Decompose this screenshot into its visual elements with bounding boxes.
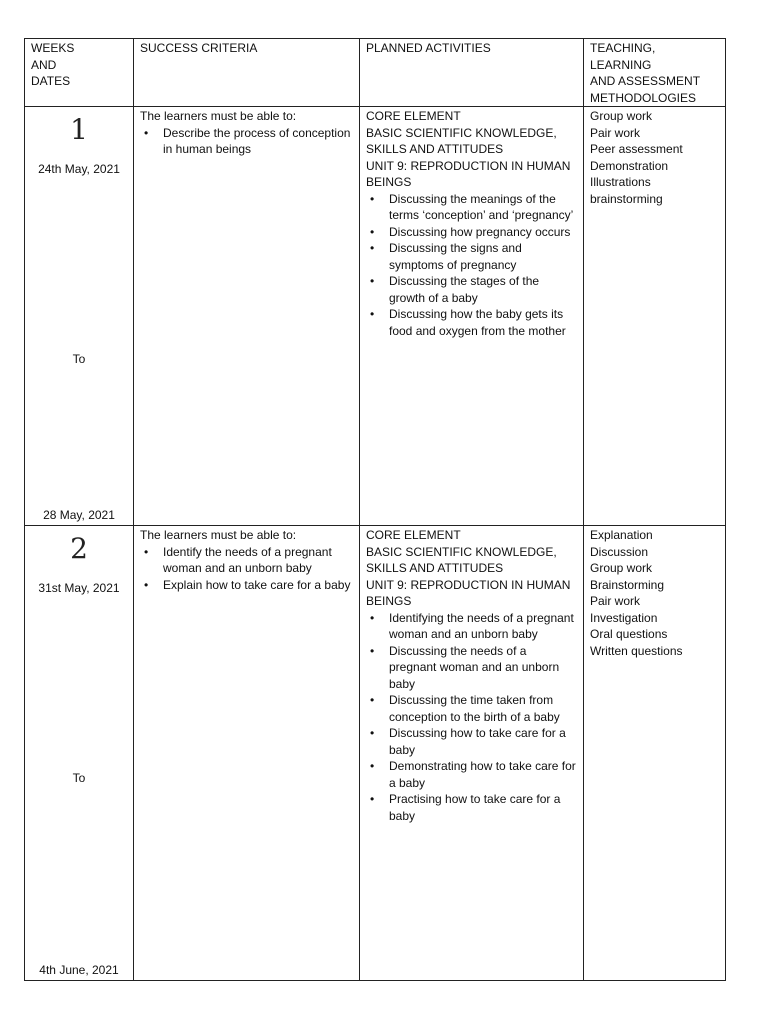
week-number: 2 [70,532,88,565]
activity-item: • Discussing how to take care for a baby [366,725,577,758]
header-dates-line: DATES [31,74,71,88]
planned-activities-cell [360,107,584,526]
header-weeks-line: WEEKS [31,41,75,55]
method-item: Group work [590,109,653,123]
activity-item: • Discussing how pregnancy occurs [366,224,577,241]
header-assessment-line: AND ASSESSMENT [590,74,701,88]
week-dates-cell [25,107,134,526]
header-teaching-line: TEACHING, LEARNING [590,41,656,72]
header-methodologies [584,39,726,107]
activities-list [366,610,577,825]
method-item: Pair work [590,594,641,608]
activity-item: • Discussing the signs and symptoms of pregnancy [366,240,577,273]
planned-activities-cell [360,526,584,981]
method-item: Demonstration [590,158,669,173]
method-item: Written questions [590,643,683,658]
week-row [25,107,726,526]
method-item: Pair work [590,125,641,140]
activity-item: • Demonstrating how to take care for a baby [366,758,577,791]
header-success-criteria: SUCCESS CRITERIA [134,39,360,107]
core-element-label: CORE ELEMENT [366,528,461,542]
method-item: Discussion [590,544,649,559]
week-to-label: To [72,771,86,785]
core-element-label: CORE ELEMENT [366,109,461,123]
week-number: 1 [70,113,88,146]
week-start-date: 24th May, 2021 [38,162,120,176]
method-item: brainstorming [590,191,663,206]
core-element-detail: BASIC SCIENTIFIC KNOWLEDGE, SKILLS AND ATTITUDES [366,544,557,575]
activity-item: • Identifying the needs of a pregnant woman and an unborn baby [366,610,577,643]
activities-list [366,191,577,340]
criteria-list [140,125,353,158]
week-dates-cell [25,526,134,981]
header-and-line: AND [31,57,57,72]
success-criteria-cell [134,526,360,981]
method-item: Illustrations [590,175,651,189]
criteria-item: • Identify the needs of a pregnant woman and an unborn baby [140,544,353,577]
header-planned-activities: PLANNED ACTIVITIES [360,39,584,107]
week-start-date: 31st May, 2021 [38,581,120,595]
header-weeks-and-dates [25,39,134,107]
activity-item: • Discussing the stages of the growth of a baby [366,273,577,306]
activity-item: • Practising how to take care for a baby [366,791,577,824]
method-item: Explanation [590,528,653,542]
activity-item: • Discussing the meanings of the terms ‘conception’ and ‘pregnancy’ [366,191,577,224]
method-item: Investigation [590,610,658,625]
success-criteria-cell [134,107,360,526]
activity-item: • Discussing the time taken from conception to the birth of a baby [366,692,577,725]
week-row [25,526,726,981]
criteria-intro: The learners must be able to: [140,528,297,542]
table-header-row [25,39,726,107]
method-item: Oral questions [590,627,668,641]
criteria-item: • Explain how to take care for a baby [140,577,353,594]
header-methodologies-line: METHODOLOGIES [590,90,697,105]
unit-title: UNIT 9: REPRODUCTION IN HUMAN BEINGS [366,577,571,608]
methodologies-cell [584,107,726,526]
week-end-date: 4th June, 2021 [39,962,119,977]
methodologies-cell [584,526,726,981]
criteria-intro: The learners must be able to: [140,109,297,123]
activity-item: • Discussing the needs of a pregnant woman and an unborn baby [366,643,577,693]
core-element-detail: BASIC SCIENTIFIC KNOWLEDGE, SKILLS AND ATTITUDES [366,125,557,156]
unit-title: UNIT 9: REPRODUCTION IN HUMAN BEINGS [366,158,571,189]
method-item: Peer assessment [590,142,683,156]
criteria-list [140,544,353,594]
week-to-label: To [72,352,86,366]
week-end-date: 28 May, 2021 [43,507,115,522]
method-item: Brainstorming [590,577,665,592]
criteria-item: • Describe the process of conception in human beings [140,125,353,158]
method-item: Group work [590,561,653,575]
scheme-of-work-table [24,38,726,981]
activity-item: • Discussing how the baby gets its food and oxygen from the mother [366,306,577,339]
